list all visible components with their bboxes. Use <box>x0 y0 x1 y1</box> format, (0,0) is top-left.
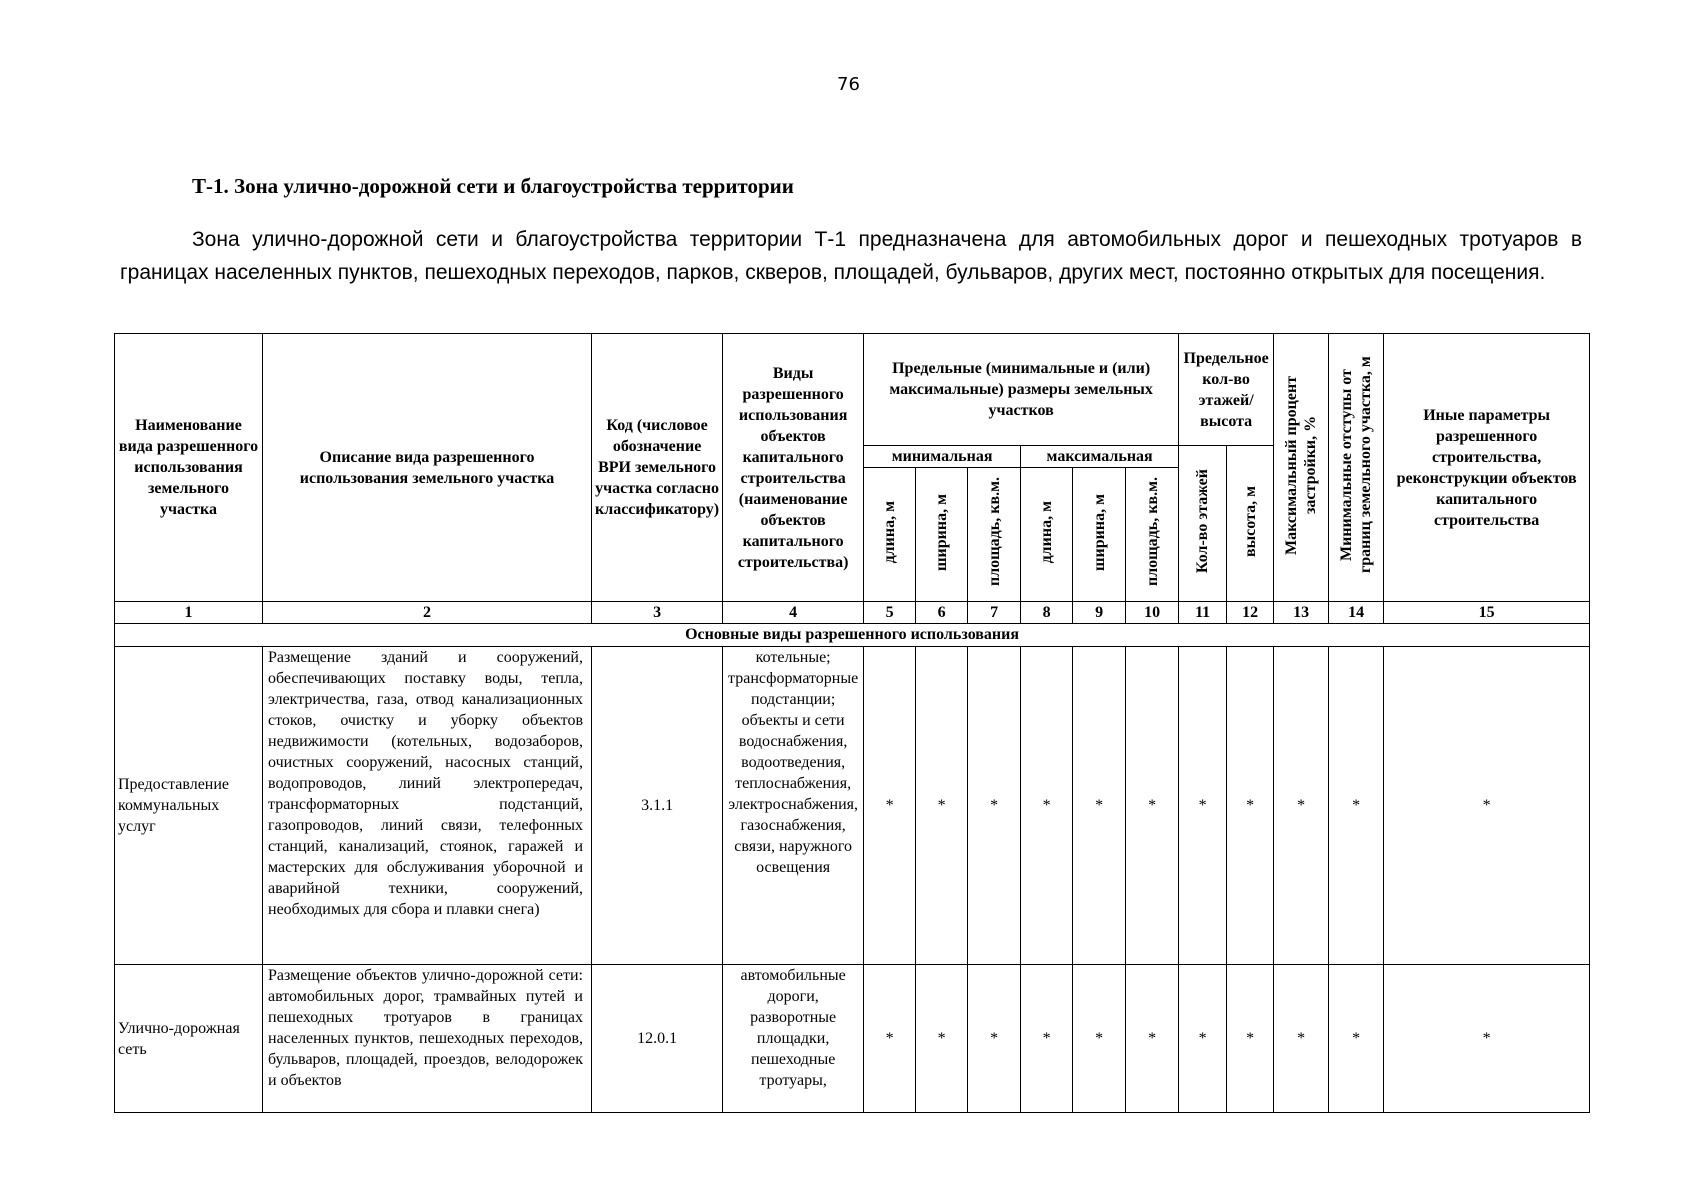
row-code: 3.1.1 <box>592 647 723 965</box>
column-number: 11 <box>1179 602 1227 624</box>
row-value: * <box>1073 647 1126 965</box>
header-max-area: площадь, кв.м. <box>1126 468 1179 602</box>
header-max-group: максимальная <box>1021 446 1179 468</box>
column-number: 4 <box>723 602 864 624</box>
header-max-width: ширина, м <box>1073 468 1126 602</box>
header-description: Описание вида разрешенного использования земельного участка <box>263 334 592 602</box>
row-value: * <box>916 965 968 1113</box>
row-value: * <box>864 647 916 965</box>
row-value: * <box>864 965 916 1113</box>
section-title: Т-1. Зона улично-дорожной сети и благоустройства территории <box>192 174 794 198</box>
header-limits-group: Предельные (минимальные и (или) максимальные) размеры земельных участков <box>864 334 1179 446</box>
row-description: Размещение зданий и сооружений, обеспечивающих поставку воды, тепла, электричества, газа, отвод канализационных стоков, очистку и уборку объектов недвижимости (котельных, водозаборов, очистных сооружений, насосных станций, водопроводов, линий электропередач, трансформаторных подстанций, газопроводов, линий связи, телефонных станций, канализаций, стоянок, гаражей и мастерских для обслуживания уборочной и аварийной техники, сооружений, необходимых для сбора и плавки снега) <box>263 647 592 965</box>
header-max-percent: Максимальный процент застройки, % <box>1274 334 1329 602</box>
column-number: 7 <box>968 602 1021 624</box>
row-value: * <box>968 647 1021 965</box>
header-min-group: минимальная <box>864 446 1021 468</box>
row-value: * <box>1227 965 1274 1113</box>
header-floors: Кол-во этажей <box>1179 446 1227 602</box>
row-value: * <box>1179 965 1227 1113</box>
row-value: * <box>968 965 1021 1113</box>
column-number: 10 <box>1126 602 1179 624</box>
table-row <box>115 647 1590 965</box>
header-name: Наименование вида разрешенного использования земельного участка <box>115 334 263 602</box>
header-min-setbacks: Минимальные отступы от границ земельного участка, м <box>1329 334 1384 602</box>
page-number: 76 <box>837 74 860 95</box>
header-min-length: длина, м <box>864 468 916 602</box>
row-value: * <box>1021 965 1073 1113</box>
header-min-width: ширина, м <box>916 468 968 602</box>
header-kinds: Виды разрешенного использования объектов капитального строительства (наименование объектов капитального строительства) <box>723 334 864 602</box>
row-value: * <box>1384 965 1590 1113</box>
column-number: 15 <box>1384 602 1590 624</box>
column-number: 3 <box>592 602 723 624</box>
row-value: * <box>1227 647 1274 965</box>
header-height: высота, м <box>1227 446 1274 602</box>
header-code: Код (числовое обозначение ВРИ земельного участка согласно классификатору) <box>592 334 723 602</box>
header-min-area: площадь, кв.м. <box>968 468 1021 602</box>
column-number: 14 <box>1329 602 1384 624</box>
zoning-table <box>114 333 1590 1113</box>
header-max-length: длина, м <box>1021 468 1073 602</box>
header-floors-group: Предельное кол-во этажей/ высота <box>1179 334 1274 446</box>
column-number-row <box>115 602 1590 624</box>
column-number: 12 <box>1227 602 1274 624</box>
row-code: 12.0.1 <box>592 965 723 1113</box>
column-number: 2 <box>263 602 592 624</box>
header-other-params: Иные параметры разрешенного строительства, реконструкции объектов капитального строительства <box>1384 334 1590 602</box>
row-name: Предоставление коммунальных услуг <box>115 647 263 965</box>
row-value: * <box>1329 965 1384 1113</box>
row-description: Размещение объектов улично-дорожной сети: автомобильных дорог, трамвайных путей и пешеходных тротуаров в границах населенных пунктов, пешеходных переходов, бульваров, площадей, проездов, велодорожек и объектов <box>263 965 592 1113</box>
table-row <box>115 965 1590 1113</box>
column-number: 6 <box>916 602 968 624</box>
row-kinds: автомобильные дороги, разворотные площадки, пешеходные тротуары, <box>723 965 864 1113</box>
column-number: 5 <box>864 602 916 624</box>
row-value: * <box>1073 965 1126 1113</box>
column-number: 1 <box>115 602 263 624</box>
column-number: 8 <box>1021 602 1073 624</box>
row-value: * <box>1126 965 1179 1113</box>
row-name: Улично-дорожная сеть <box>115 965 263 1113</box>
intro-paragraph: Зона улично-дорожной сети и благоустройства территории Т-1 предназначена для автомобильных дорог и пешеходных тротуаров в границах населенных пунктов, пешеходных переходов, парков, скверов, площадей, бульваров, других мест, постоянно открытых для посещения. <box>120 228 1582 284</box>
row-value: * <box>1179 647 1227 965</box>
row-value: * <box>1329 647 1384 965</box>
column-number: 9 <box>1073 602 1126 624</box>
row-value: * <box>1126 647 1179 965</box>
row-kinds: котельные; трансформаторные подстанции; объекты и сети водоснабжения, водоотведения, теплоснабжения, электроснабжения, газоснабжения, связи, наружного освещения <box>723 647 864 965</box>
section-label: Основные виды разрешенного использования <box>115 624 1590 647</box>
row-value: * <box>1021 647 1073 965</box>
row-value: * <box>1384 647 1590 965</box>
row-value: * <box>916 647 968 965</box>
row-value: * <box>1274 965 1329 1113</box>
row-value: * <box>1274 647 1329 965</box>
column-number: 13 <box>1274 602 1329 624</box>
